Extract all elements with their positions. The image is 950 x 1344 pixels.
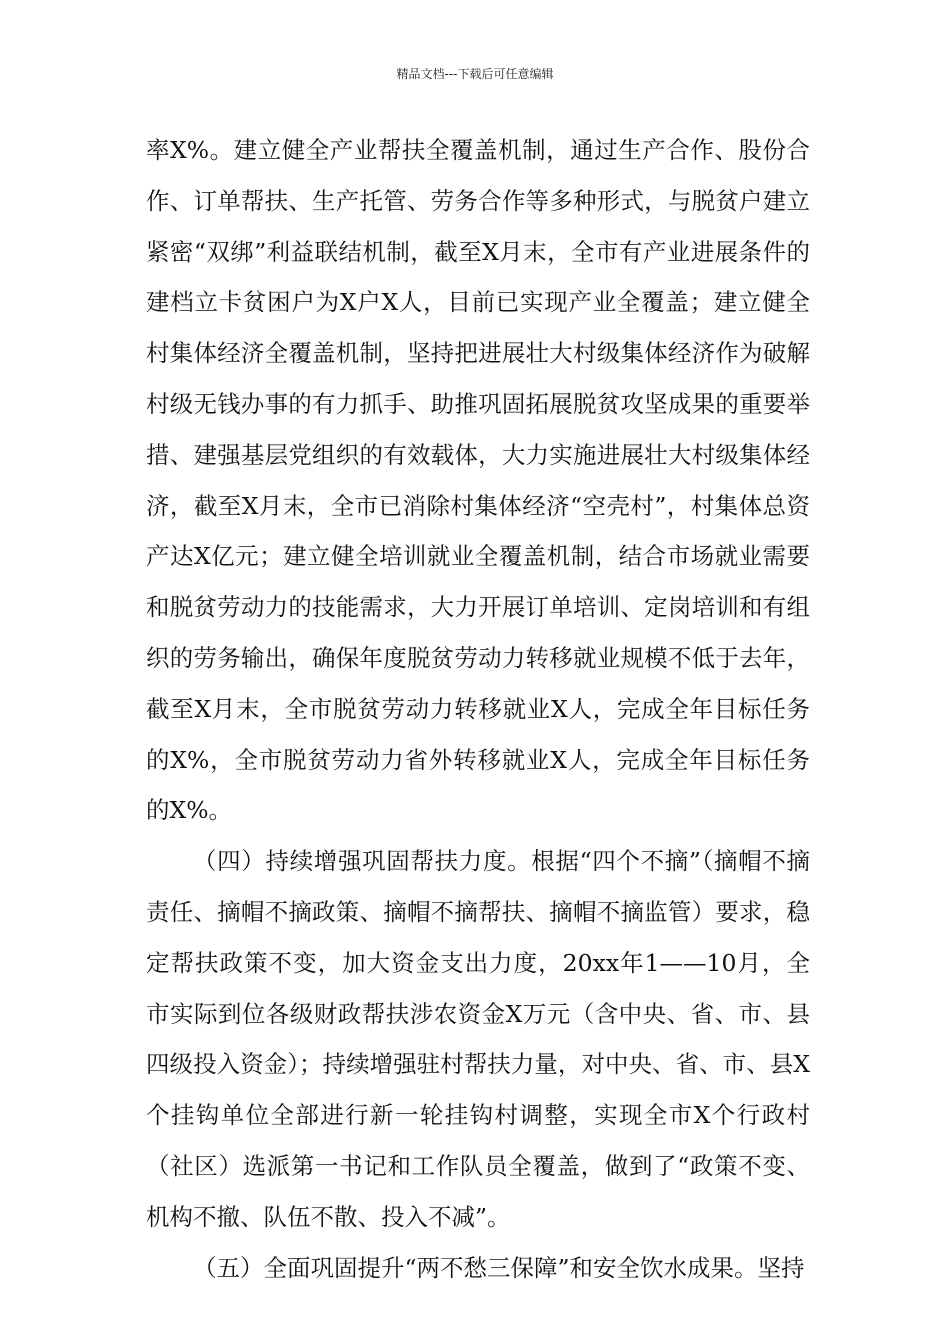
paragraph-continued: 率X%。建立健全产业帮扶全覆盖机制，通过生产合作、股份合作、订单帮扶、生产托管、劳务合作等多种形式，与脱贫户建立紧密“双绑”利益联结机制，截至X月末，全市有产业进展条件的建档立卡贫困户为X户X人，目前已实现产业全覆盖；建立健全村集体经济全覆盖机制，坚持把进展壮大村级集体经济作为破解村级无钱办事的有力抓手、助推巩固拓展脱贫攻坚成果的重要举措、建强基层党组织的有效载体，大力实施进展壮大村级集体经济，截至X月末，全市已消除村集体经济“空壳村”，村集体总资产达X亿元；建立健全培训就业全覆盖机制，结合市场就业需要和脱贫劳动力的技能需求，大力开展订单培训、定岗培训和有组织的劳务输出，确保年度脱贫劳动力转移就业规模不低于去年，截至X月末，全市脱贫劳动力转移就业X人，完成全年目标任务的X%，全市脱贫劳动力省外转移就业X人，完成全年目标任务的X%。	[146, 136, 810, 825]
paragraph-section-5: （五）全面巩固提升“两不愁三保障”和安全饮水成果。坚持	[193, 1253, 805, 1282]
page-header: 精品文档---下载后可任意编辑	[396, 67, 554, 81]
document-body	[146, 125, 810, 1293]
paragraph-section-4: （四）持续增强巩固帮扶力度。根据“四个不摘”（摘帽不摘责任、摘帽不摘政策、摘帽不摘帮扶、摘帽不摘监管）要求，稳定帮扶政策不变，加大资金支出力度，20xx年1——10月，全市实际到位各级财政帮扶涉农资金X万元（含中央、省、市、县四级投入资金）；持续增强驻村帮扶力量，对中央、省、市、县X个挂钩单位全部进行新一轮挂钩村调整，实现全市X个行政村（社区）选派第一书记和工作队员全覆盖，做到了“政策不变、机构不撤、队伍不散、投入不减”。	[146, 847, 810, 1231]
